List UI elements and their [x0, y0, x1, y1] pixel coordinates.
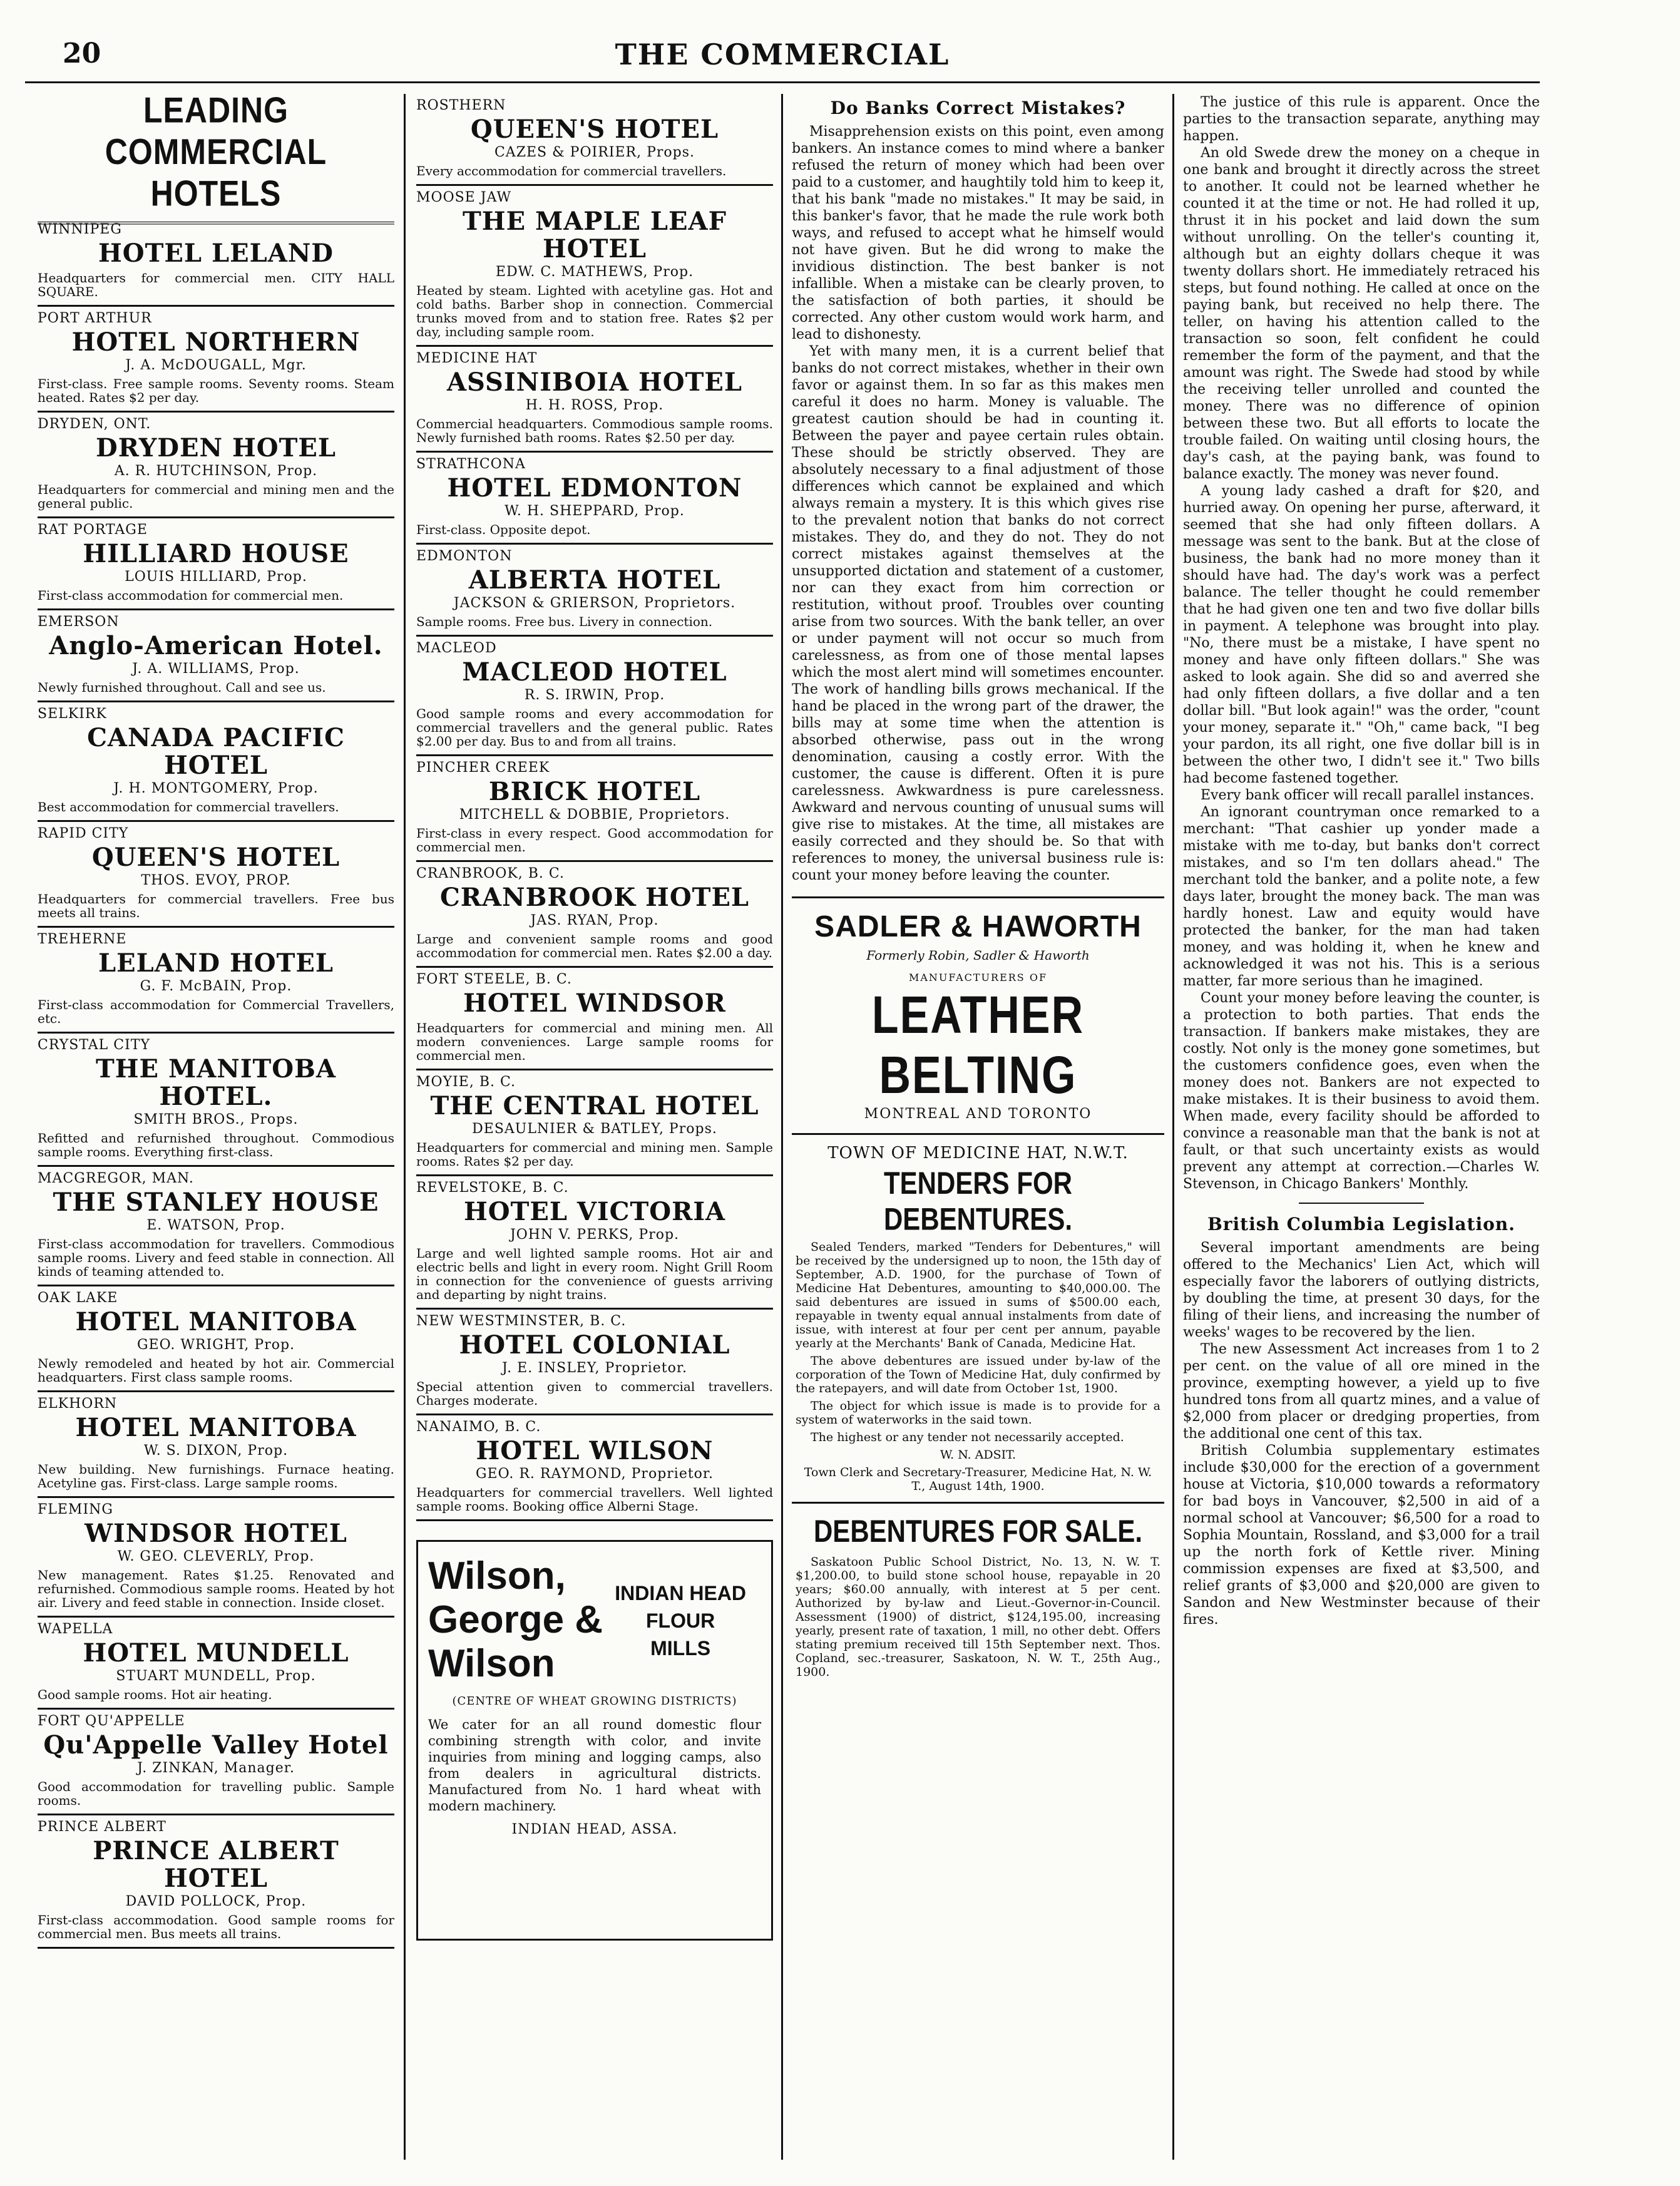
hotel-proprietor: H. H. ROSS, Prop.	[525, 398, 664, 413]
article-paragraph: The new Assessment Act increases from 1 to 2 per cent. on the value of all ore mined in the province, exempting however, a yield up to five hundred tons from all quartz mines, and a value of $2,000 from placer or dredging properties, from the additional one cent of this tax.	[1183, 1342, 1540, 1442]
hotel-town: EDMONTON	[416, 548, 513, 564]
hotel-listing	[416, 545, 773, 637]
hotel-listing	[38, 307, 394, 413]
hotel-description: Good accommodation for travelling public. Sample rooms.	[38, 1779, 394, 1808]
hotel-proprietor: STUART MUNDELL, Prop.	[116, 1668, 316, 1684]
article-paragraph: An old Swede drew the money on a cheque in one bank and brought it directly across the street to another. It could not be learned whether he counted it at the time or not. He had rolled it up, thrust it in his pocket and laid down the sum without unrolling. On the teller's counting it, although but an eighty dollars cheque it was twenty dollars short. He immediately retraced his steps, but found nothing. He called at once on the paying bank, but received no help there. The teller, on having his attention called to the transaction so soon, felt confident he could remember the form of the payment, and that the amount was right. The Swede had stood by while the receiving teller unrolled and counted the money. There was no difference of opinion between these two. But all efforts to locate the trouble failed. On waiting until closing hours, the day's cash, at the paying bank, was found to balance exactly. The money was never found.	[1183, 145, 1540, 482]
hotel-description: First-class accommodation for travellers. Commodious sample rooms. Livery and feed stable in connection. All kinds of teaming attended to.	[38, 1236, 394, 1279]
article-paragraph: Yet with many men, it is a current belief that banks do not correct mistakes, whether in their own favor or against them. In so far as this makes men careful it does no harm. Money is valuable. The greatest caution should be had in counting it. Between the payer and payee certain rules obtain. These should be strictly observed. They are absolutely necessary to a final adjustment of those differences which cannot be explained and which always remain a mystery. It is this which gives rise to the prevalent notion that banks do not correct mistakes. They do, and they do not. They do not correct mistakes against themselves at the unsupported dictation and statement of a customer, nor can they exact from him correction or restitution, without proof. Troubles over counting arise from two sources. With the bank teller, an over or under payment will not occur so much from carelessness, as from one of those mental lapses which the most alert mind will sometimes encounter. The work of handling bills grows mechanical. If the hand be placed in the wrong part of the drawer, the bills may at some time when the attention is absorbed otherwise, pass out in the wrong denomination, causing a costly error. With the customer, the cause is different. Often it is pure carelessness. Awkwardness is pure carelessness. Awkward and nervous counting of unusual sums will give rise to mistakes. At the time, all mistakes are easily corrected and they should be. So that with references to money, the universal business rule is: count your money before leaving the counter.	[792, 344, 1164, 883]
hotel-description: Newly furnished throughout. Call and see us.	[38, 680, 326, 695]
sadler-haworth-ad	[792, 896, 1164, 1135]
hotel-town: FORT QU'APPELLE	[38, 1713, 185, 1729]
hotel-town: MOYIE, B. C.	[416, 1074, 516, 1090]
article-banks-part2	[1183, 94, 1540, 1193]
hotel-proprietor: J. E. INSLEY, Proprietor.	[502, 1360, 687, 1376]
article-banks-part1	[792, 123, 1164, 884]
hotel-town: SELKIRK	[38, 706, 107, 722]
article-title: Do Banks Correct Mistakes?	[830, 98, 1126, 118]
hotel-description: Refitted and refurnished throughout. Commodious sample rooms. Everything first-class.	[38, 1131, 394, 1159]
hotel-description: First-class. Free sample rooms. Seventy rooms. Steam heated. Rates $2 per day.	[38, 376, 394, 405]
article-divider	[1299, 1203, 1424, 1204]
hotel-name: THE MANITOBA HOTEL.	[95, 1054, 336, 1111]
ad-product: LEATHER BELTING	[871, 985, 1085, 1104]
hotel-description: Best accommodation for commercial travellers.	[38, 799, 339, 814]
hotel-proprietor: JAS. RYAN, Prop.	[530, 913, 659, 928]
ad-manufacturers-label: MANUFACTURERS OF	[908, 972, 1048, 983]
hotel-description: Good sample rooms. Hot air heating.	[38, 1687, 272, 1702]
ad-locations: MONTREAL AND TORONTO	[864, 1106, 1092, 1122]
hotel-name: QUEEN'S HOTEL	[91, 843, 341, 872]
notice-town: TOWN OF MEDICINE HAT, N.W.T.	[827, 1144, 1129, 1162]
hotel-listing	[416, 637, 773, 756]
tenders-notice	[792, 1135, 1164, 1504]
notice-title: TENDERS FOR DEBENTURES.	[883, 1165, 1073, 1237]
hotel-name: QUEEN'S HOTEL	[470, 115, 719, 144]
hotel-town: MACLEOD	[416, 640, 497, 656]
hotel-listing	[38, 1167, 394, 1286]
hotel-town: MACGREGOR, MAN.	[38, 1171, 194, 1186]
hotel-name: HOTEL WILSON	[476, 1436, 714, 1465]
ad-tagline: (CENTRE OF WHEAT GROWING DISTRICTS)	[452, 1695, 737, 1708]
hotel-name: HOTEL VICTORIA	[463, 1197, 726, 1226]
notice-signature: W. N. ADSIT.	[940, 1448, 1017, 1462]
hotel-name: Qu'Appelle Valley Hotel	[43, 1730, 389, 1760]
hotel-listing	[38, 413, 394, 518]
ad-mill-line: MILLS	[650, 1637, 711, 1660]
hotel-proprietor: W. S. DIXON, Prop.	[143, 1443, 289, 1459]
hotel-listing	[416, 1070, 773, 1176]
hotel-listing	[38, 1618, 394, 1710]
ad-mill-name	[615, 1579, 746, 1662]
hotel-town: WINNIPEG	[38, 222, 122, 237]
hotel-proprietor: LOUIS HILLIARD, Prop.	[125, 569, 307, 585]
hotel-town: EMERSON	[38, 614, 120, 630]
hotel-proprietor: R. S. IRWIN, Prop.	[524, 687, 665, 703]
hotel-description: Newly remodeled and heated by hot air. Commercial headquarters. First class sample rooms.	[38, 1356, 394, 1385]
hotel-description: Large and well lighted sample rooms. Hot air and electric bells and light in every room. Night Grill Room in connection for the convenience of guests arriving and departing by night trains.	[416, 1246, 773, 1302]
article-paragraph: British Columbia supplementary estimates include $30,000 for the erection of a government house at Victoria, $10,000 towards a reformatory for bad boys in Vancouver, $2,500 in aid of a normal school at Vancouver; $6,500 for a road to Sophia Mountain, Rossland, and $3,000 for a trail up the north fork of Kettle river. Mining commission expenses are fixed at $3,500, and relief grants of $3,000 and $20,000 are given to Sandon and New Westminster because of their fires.	[1183, 1443, 1540, 1628]
hotel-name: HOTEL LELAND	[98, 239, 334, 268]
article-paragraph: The justice of this rule is apparent. Once the parties to the transaction separate, anything may happen.	[1183, 95, 1540, 144]
hotel-town: PRINCE ALBERT	[38, 1819, 166, 1835]
hotel-town: NEW WESTMINSTER, B. C.	[416, 1313, 627, 1329]
hotel-proprietor: JOHN V. PERKS, Prop.	[510, 1227, 680, 1243]
hotel-description: New building. New furnishings. Furnace heating. Acetyline gas. First-class. Large sample rooms.	[38, 1462, 394, 1491]
column-rule	[781, 94, 783, 2160]
hotel-name: HOTEL WINDSOR	[463, 988, 726, 1018]
hotel-proprietor: EDW. C. MATHEWS, Prop.	[495, 264, 694, 280]
hotel-listing	[38, 1034, 394, 1167]
hotel-name: ALBERTA HOTEL	[468, 565, 721, 595]
notice-signature-title: Town Clerk and Secretary-Treasurer, Medicine Hat, N. W. T., August 14th, 1900.	[804, 1465, 1152, 1493]
column-3	[792, 94, 1164, 2160]
hotel-town: WAPELLA	[38, 1621, 113, 1637]
hotel-listing	[416, 1310, 773, 1415]
hotel-listing	[38, 218, 394, 307]
hotel-listing	[38, 702, 394, 822]
hotel-description: First-class in every respect. Good accommodation for commercial men.	[416, 826, 773, 854]
hotel-listing	[38, 610, 394, 702]
hotel-name: BRICK HOTEL	[488, 777, 701, 806]
hotel-town: RAPID CITY	[38, 826, 129, 841]
hotel-proprietor: DAVID POLLOCK, Prop.	[125, 1894, 307, 1909]
notice-paragraph: The above debentures are issued under by-law of the corporation of the Town of Medicine Hat, duly confirmed by the ratepayers, and will date from October 1st, 1900.	[796, 1354, 1160, 1395]
hotel-name: THE STANLEY HOUSE	[53, 1188, 379, 1217]
hotel-name: Anglo-American Hotel.	[49, 631, 383, 660]
hotel-name: PRINCE ALBERT HOTEL	[93, 1836, 339, 1893]
hotel-name: HOTEL EDMONTON	[447, 473, 742, 503]
hotel-name: HOTEL MANITOBA	[75, 1307, 357, 1337]
hotel-proprietor: J. A. WILLIAMS, Prop.	[132, 661, 300, 677]
hotel-proprietor: J. ZINKAN, Manager.	[137, 1760, 295, 1776]
hotel-town: FLEMING	[38, 1502, 113, 1517]
hotel-town: DRYDEN, ONT.	[38, 416, 151, 432]
ad-company-name: SADLER & HAWORTH	[814, 910, 1142, 943]
hotel-listing	[416, 1176, 773, 1310]
hotel-description: Sample rooms. Free bus. Livery in connection.	[416, 614, 713, 629]
hotel-listing	[416, 756, 773, 862]
hotel-town: CRYSTAL CITY	[38, 1037, 150, 1053]
hotel-listing	[38, 1392, 394, 1498]
publication-title: THE COMMERCIAL	[615, 38, 950, 71]
hotel-listing	[416, 968, 773, 1070]
hotel-listing	[38, 1710, 394, 1815]
page-number: 20	[63, 38, 101, 69]
hotel-proprietor: JACKSON & GRIERSON, Proprietors.	[453, 595, 736, 611]
hotel-list	[38, 218, 394, 1949]
ad-company-line: Wilson,	[428, 1554, 566, 1598]
hotel-listing	[38, 518, 394, 610]
hotel-name: CANADA PACIFIC HOTEL	[87, 723, 345, 780]
article-paragraph: A young lady cashed a draft for $20, and hurried away. On opening her purse, afterward, it seemed that she had only fifteen dollars. A message was sent to the bank. But at the close of business, the bank had no more money than it should have had. The day's work was a perfect balance. The teller thought he could remember that he had given one ten and two five dollar bills in payment. A telephone was brought into play. "No, there must be a mistake, I have spent no money and have only fifteen dollars." She was asked to look again. She did so and averred she had only fifteen dollars, a five dollar and a ten dollar bill. "But look again!" was the order, "count your money, separate it." "Oh," came back, "I beg your pardon, its all right, one five dollar bill is in between the other two, I didn't see it." Two bills had become fastened together.	[1183, 483, 1540, 786]
hotel-town: MEDICINE HAT	[416, 351, 538, 366]
hotel-name: LELAND HOTEL	[98, 948, 334, 978]
ad-address: INDIAN HEAD, ASSA.	[511, 1822, 678, 1837]
hotel-description: Headquarters for commercial men. CITY HALL SQUARE.	[38, 270, 394, 299]
notice-paragraph: Sealed Tenders, marked "Tenders for Debentures," will be received by the undersigned up to noon, the 15th day of September, A.D. 1900, for the purchase of Town of Medicine Hat Debentures, amounting to $40,000.00. The said debentures are issued in sums of $500.00 each, repayable in twenty equal annual instalments from date of issue, with interest at four per cent per annum, payable yearly at the Merchants' Bank of Canada, Medicine Hat.	[796, 1240, 1160, 1350]
hotel-name: ASSINIBOIA HOTEL	[447, 367, 742, 397]
hotel-town: ROSTHERN	[416, 98, 506, 113]
hotel-proprietor: W. H. SHEPPARD, Prop.	[505, 503, 685, 519]
hotel-proprietor: THOS. EVOY, PROP.	[141, 873, 291, 888]
hotel-proprietor: CAZES & POIRIER, Props.	[494, 145, 695, 160]
hotel-description: First-class accommodation for Commercial Travellers, etc.	[38, 997, 394, 1026]
hotel-town: TREHERNE	[38, 931, 127, 947]
hotel-description: Headquarters for commercial and mining men and the general public.	[38, 482, 394, 511]
hotel-town: PORT ARTHUR	[38, 310, 152, 326]
hotel-description: New management. Rates $1.25. Renovated and refurnished. Commodious sample rooms. Heated by hot air. Livery and feed stable in connection. Inside closet.	[38, 1568, 394, 1610]
hotel-listing	[38, 928, 394, 1034]
hotel-description: Headquarters for commercial travellers. Well lighted sample rooms. Booking office Alberni Stage.	[416, 1485, 773, 1514]
hotel-listing	[416, 862, 773, 968]
hotels-heading: LEADING COMMERCIAL HOTELS	[38, 94, 394, 225]
hotel-description: First-class accommodation. Good sample rooms for commercial men. Bus meets all trains.	[38, 1912, 394, 1941]
hotel-listing	[38, 822, 394, 928]
hotel-proprietor: E. WATSON, Prop.	[146, 1218, 285, 1233]
hotel-listing	[38, 1498, 394, 1618]
hotel-description: Commercial headquarters. Commodious sample rooms. Newly furnished bath rooms. Rates $2.50 per day.	[416, 416, 773, 445]
hotel-description: Every accommodation for commercial travellers.	[416, 163, 727, 178]
hotel-name: THE CENTRAL HOTEL	[430, 1091, 759, 1121]
hotel-list	[416, 94, 773, 1521]
wilson-flour-ad	[416, 1540, 773, 1941]
hotel-name: HOTEL MUNDELL	[83, 1638, 349, 1668]
hotel-proprietor: GEO. WRIGHT, Prop.	[136, 1337, 295, 1353]
debentures-sale-notice	[792, 1504, 1164, 1691]
ad-body: We cater for an all round domestic flour combining strength with color, and invite inquiries from mining and logging camps, also from dealers in agricultural districts. Manufactured from No. 1 hard wheat with modern machinery.	[428, 1717, 761, 1814]
hotel-name: HOTEL COLONIAL	[459, 1330, 730, 1360]
hotel-listing	[416, 186, 773, 347]
hotel-listing	[416, 347, 773, 453]
article-title: British Columbia Legislation.	[1207, 1214, 1515, 1234]
ad-mill-line: INDIAN HEAD	[615, 1582, 746, 1604]
hotel-proprietor: J. A. McDOUGALL, Mgr.	[125, 357, 307, 373]
ad-company-line: George &	[428, 1598, 603, 1641]
article-paragraph: Count your money before leaving the counter, is a protection to both parties. That ends the transaction. If bankers make mistakes, they are costly. Not only is the money gone sometimes, but the customers confidence goes, even when the money does not. Bankers are not expected to make mistakes. It is their business to avoid them. When made, every facility should be afforded to convince a reasonable man that the bank is not at fault, or that such uncertainty exists as would prevent any attempt at correction.—Charles W. Stevenson, in Chicago Bankers' Monthly.	[1183, 990, 1540, 1192]
hotel-proprietor: W. GEO. CLEVERLY, Prop.	[117, 1549, 315, 1564]
hotel-description: Headquarters for commercial travellers. Free bus meets all trains.	[38, 891, 394, 920]
hotel-listing	[416, 94, 773, 186]
hotel-name: DRYDEN HOTEL	[96, 433, 336, 463]
hotel-town: CRANBROOK, B. C.	[416, 866, 565, 881]
hotel-name: HILLIARD HOUSE	[83, 539, 349, 568]
hotel-listing	[416, 1415, 773, 1521]
hotel-town: OAK LAKE	[38, 1290, 118, 1306]
hotels-column-1	[38, 94, 394, 2160]
hotel-town: MOOSE JAW	[416, 190, 512, 205]
hotel-proprietor: A. R. HUTCHINSON, Prop.	[114, 463, 318, 479]
hotel-proprietor: J. H. MONTGOMERY, Prop.	[113, 781, 319, 796]
hotel-name: WINDSOR HOTEL	[85, 1519, 347, 1548]
ad-mill-line: FLOUR	[646, 1609, 715, 1632]
ad-company-line: Wilson	[428, 1642, 555, 1685]
hotel-proprietor: DESAULNIER & BATLEY, Props.	[472, 1121, 717, 1137]
article-bc	[1183, 1239, 1540, 1628]
article-paragraph: Every bank officer will recall parallel instances.	[1201, 788, 1535, 803]
hotel-description: Heated by steam. Lighted with acetyline gas. Hot and cold baths. Barber shop in connection. Commercial trunks moved from and to station free. Rates $2 per day, including sample room.	[416, 283, 773, 339]
hotel-name: HOTEL MANITOBA	[75, 1413, 357, 1442]
notice-body: Saskatoon Public School District, No. 13, N. W. T. $1,200.00, to build stone school house, repayable in 20 years; $60.00 annually, with interest at 5 per cent. Authorized by by-law and Lieut.-Governor-in-Council. Assessment (1900) of district, $124,195.00, increasing yearly, present rate of taxation, 1 mill, no other debt. Offers stating premium received till 15th September next. Thos. Copland, sec.-treasurer, Saskatoon, N. W. T., 25th Aug., 1900.	[796, 1555, 1160, 1679]
column-rule	[404, 94, 406, 2160]
hotel-listing	[38, 1815, 394, 1949]
hotel-description: Headquarters for commercial and mining men. Sample rooms. Rates $2 per day.	[416, 1140, 773, 1169]
hotel-proprietor: MITCHELL & DOBBIE, Proprietors.	[459, 807, 730, 823]
hotel-description: Headquarters for commercial and mining men. All modern conveniences. Large sample rooms for commercial men.	[416, 1020, 773, 1063]
hotel-town: ELKHORN	[38, 1396, 118, 1412]
notice-paragraph: The object for which issue is made is to provide for a system of waterworks in the said town.	[796, 1399, 1160, 1427]
hotel-listing	[38, 1286, 394, 1392]
notice-paragraph: The highest or any tender not necessarily accepted.	[811, 1430, 1124, 1444]
hotel-description: First-class accommodation for commercial men.	[38, 588, 344, 603]
hotel-town: FORT STEELE, B. C.	[416, 972, 572, 987]
hotel-description: Large and convenient sample rooms and good accommodation for commercial men. Rates $2.00 a day.	[416, 931, 773, 960]
article-paragraph: Misapprehension exists on this point, even among bankers. An instance comes to mind where a banker refused the return of money which had been over paid to a customer, and haughtily told him to keep it, that his bank "made no mistakes." It may be said, in this banker's favor, that he made the rule work both ways, and refused to accept what he himself would not have given. But he did wrong to make the invidious distinction. The best banker is not infallible. When a mistake can be clearly proven, to the satisfaction of both parties, it should be corrected. Any other custom would work harm, and lead to dishonesty.	[792, 124, 1164, 342]
hotel-proprietor: GEO. R. RAYMOND, Proprietor.	[475, 1466, 714, 1482]
hotel-name: HOTEL NORTHERN	[71, 327, 361, 357]
column-rule	[1172, 94, 1174, 2160]
ad-former-name: Formerly Robin, Sadler & Haworth	[866, 948, 1090, 963]
hotel-proprietor: G. F. McBAIN, Prop.	[140, 978, 292, 994]
article-paragraph: Several important amendments are being offered to the Mechanics' Lien Act, which will especially favor the laborers of outlying districts, by doubling the time, at present 30 days, for the filing of their liens, and increasing the number of weeks' wages to be recovered by the lien.	[1183, 1240, 1540, 1340]
hotels-column-2	[416, 94, 773, 2160]
hotel-town: STRATHCONA	[416, 456, 526, 472]
column-4	[1183, 94, 1540, 2160]
article-paragraph: An ignorant countryman once remarked to a merchant: "That cashier up yonder made a mistake with me to-day, but banks don't correct mistakes, and so I'm ten dollars ahead." The merchant told the banker, and a polite note, a few days later, brought the money back. The man was hardly honest. Law and equity would have protected the banker, for the man had taken money, and was holding it, when he knew and acknowledged it was not his. This is a serious matter, far more serious than he imagined.	[1183, 804, 1540, 989]
page-header	[25, 25, 1540, 83]
hotel-town: RAT PORTAGE	[38, 522, 148, 538]
hotel-description: First-class. Opposite depot.	[416, 522, 591, 537]
hotel-town: PINCHER CREEK	[416, 760, 550, 776]
hotel-name: THE MAPLE LEAF HOTEL	[463, 207, 727, 264]
hotel-town: NANAIMO, B. C.	[416, 1419, 541, 1435]
hotel-proprietor: SMITH BROS., Props.	[133, 1112, 299, 1127]
hotel-description: Special attention given to commercial travellers. Charges moderate.	[416, 1379, 773, 1408]
hotel-town: REVELSTOKE, B. C.	[416, 1180, 569, 1196]
notice-title: DEBENTURES FOR SALE.	[813, 1513, 1143, 1549]
hotel-description: Good sample rooms and every accommodation for commercial travellers and the general public. Rates $2.00 per day. Bus to and from all trains.	[416, 706, 773, 749]
hotel-name: MACLEOD HOTEL	[462, 657, 727, 687]
hotel-listing	[416, 453, 773, 545]
hotel-name: CRANBROOK HOTEL	[439, 883, 750, 912]
